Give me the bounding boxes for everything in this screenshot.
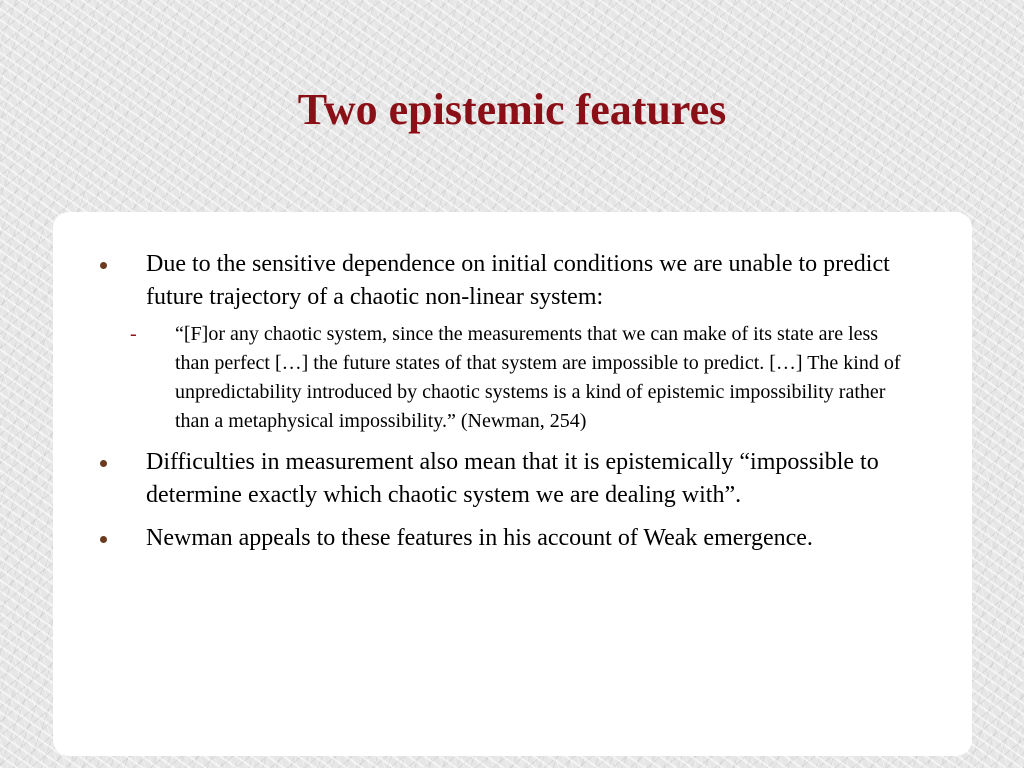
bullet-dot-icon (100, 536, 107, 543)
bullet-dot-icon (100, 262, 107, 269)
quote-text: “[F]or any chaotic system, since the measurements that we can make of its state are less than perfect […] the future states of that system are impossible to predict. […] The kind of unpredictability introduced by chaotic systems is a kind of epistemic impossibility rather than a metaphysical impossibility.” (Newman, 254) (175, 323, 901, 432)
bullet-dot-icon (100, 460, 107, 467)
bullet-text: Due to the sensitive dependence on initial conditions we are unable to predict future trajectory of a chaotic non-linear system: (146, 251, 890, 310)
bullet-item-sensitive-dependence (53, 248, 972, 436)
bullet-text: Newman appeals to these features in his account of Weak emergence. (146, 525, 813, 551)
bullet-list (53, 248, 972, 565)
bullet-item-weak-emergence (53, 522, 972, 555)
slide-title: Two epistemic features (297, 85, 727, 134)
sub-bullet-item-quote (130, 320, 922, 436)
content-panel (53, 212, 972, 756)
sub-bullet-list (130, 320, 922, 436)
bullet-item-measurement (53, 446, 972, 512)
dash-marker: - (130, 323, 137, 345)
bullet-text: Difficulties in measurement also mean that it is epistemically “impossible to determine exactly which chaotic system we are dealing with”. (146, 449, 879, 508)
